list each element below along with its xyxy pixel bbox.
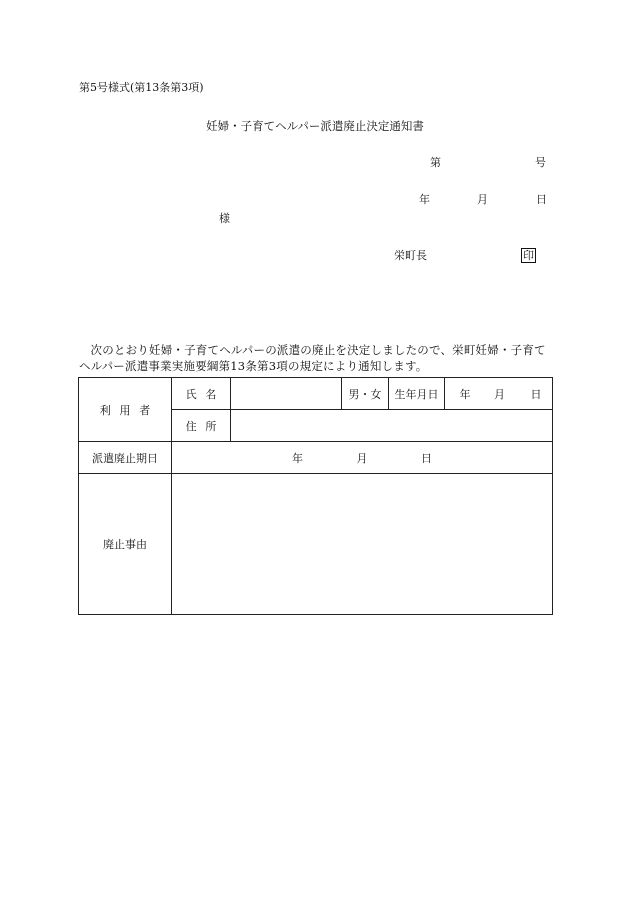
gender-label: 男・女 (348, 387, 382, 401)
birth-day-label: 日 (530, 387, 542, 401)
birthdate-field[interactable] (445, 378, 553, 410)
issuer-name: 栄町長 (394, 249, 427, 262)
notice-table (78, 377, 553, 615)
name-label-cell (172, 378, 231, 410)
recipient-honorific: 様 (219, 212, 230, 225)
end-date-label: 派遣廃止期日 (92, 451, 158, 465)
user-label: 利用者 (99, 403, 160, 417)
document-title: 妊婦・子育てヘルパー派遣廃止決定通知書 (206, 119, 424, 133)
document-number-go: 号 (535, 156, 546, 169)
seal-mark: 印 (523, 249, 534, 262)
document-number-dai: 第 (430, 156, 441, 169)
issue-date-day: 日 (536, 193, 547, 206)
issue-date-month: 月 (477, 193, 488, 206)
reason-label: 廃止事由 (103, 538, 147, 551)
reason-label-cell (79, 474, 172, 615)
table-row-end-date (79, 442, 553, 474)
end-day-label: 日 (421, 451, 432, 465)
table-row-name (79, 378, 553, 410)
name-field[interactable] (231, 378, 342, 410)
user-label-cell (79, 378, 172, 442)
name-label: 氏名 (185, 387, 226, 401)
birthdate-label: 生年月日 (394, 387, 439, 401)
end-date-label-cell (79, 442, 172, 474)
table-row-reason (79, 474, 553, 615)
end-month-label: 月 (356, 451, 368, 465)
form-number: 第5号様式(第13条第3項) (79, 81, 204, 94)
birth-month-label: 月 (494, 387, 505, 401)
birth-year-label: 年 (459, 387, 471, 401)
birthdate-label-cell (389, 378, 445, 410)
address-label-cell (172, 410, 231, 442)
address-label: 住所 (185, 419, 226, 433)
end-year-label: 年 (292, 451, 303, 465)
reason-field[interactable] (172, 474, 553, 615)
notice-body-sentence: 次のとおり妊婦・子育てヘルパーの派遣の廃止を決定しましたので、栄町妊婦・子育てヘルパー派遣事業実施要綱第13条第3項の規定により通知します。 (79, 343, 546, 373)
end-date-field[interactable] (172, 442, 553, 474)
issue-date-year: 年 (419, 193, 430, 206)
address-field[interactable] (231, 410, 553, 442)
gender-cell (342, 378, 389, 410)
notice-body-text (79, 342, 552, 374)
